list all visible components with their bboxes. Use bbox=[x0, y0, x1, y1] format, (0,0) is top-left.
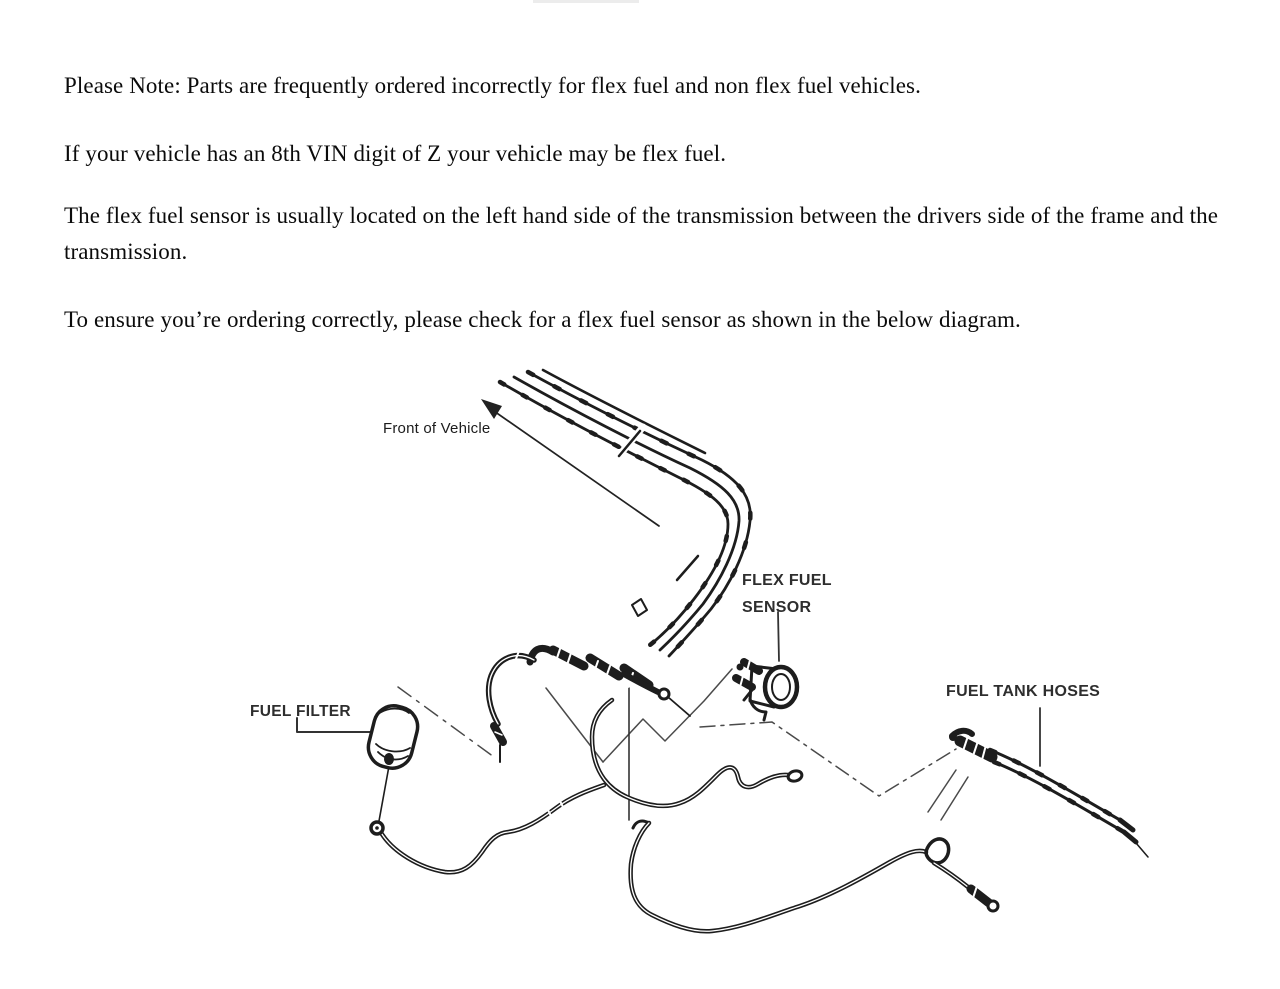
front-of-vehicle-arrow bbox=[481, 399, 659, 526]
flex-fuel-sensor-drawing bbox=[736, 660, 797, 720]
mid-fuel-line-drawing bbox=[371, 700, 803, 872]
flex-fuel-sensor-label-line2: SENSOR bbox=[742, 599, 812, 616]
notice-paragraph: Please Note: Parts are frequently ordered incorrectly for flex fuel and non flex fuel vehicles. bbox=[64, 73, 921, 98]
fuel-filter-drawing bbox=[364, 702, 422, 773]
left-hose-drawing bbox=[489, 651, 534, 762]
bottom-fuel-line-drawing bbox=[631, 821, 998, 931]
fuel-tank-hoses-drawing bbox=[949, 731, 1148, 857]
fuel-filter-label: FUEL FILTER bbox=[250, 703, 351, 720]
frame-reference-lines bbox=[398, 669, 968, 820]
flex-fuel-sensor-label-line1: FLEX FUEL bbox=[742, 572, 832, 589]
fuel-tank-hoses-label: FUEL TANK HOSES bbox=[946, 683, 1101, 700]
notice-paragraph: The flex fuel sensor is usually located on the left hand side of the transmission between the drivers side of the frame and the transmission. bbox=[64, 203, 1219, 264]
main-fuel-bundle bbox=[500, 370, 750, 656]
front-of-vehicle-label: Front of Vehicle bbox=[383, 420, 491, 437]
notice-paragraph: If your vehicle has an 8th VIN digit of Z your vehicle may be flex fuel. bbox=[64, 141, 727, 166]
flex-fuel-sensor-label bbox=[742, 567, 832, 621]
junction-fittings bbox=[530, 646, 690, 716]
notice-paragraph: To ensure you’re ordering correctly, please check for a flex fuel sensor as shown in the below diagram. bbox=[64, 307, 1021, 332]
